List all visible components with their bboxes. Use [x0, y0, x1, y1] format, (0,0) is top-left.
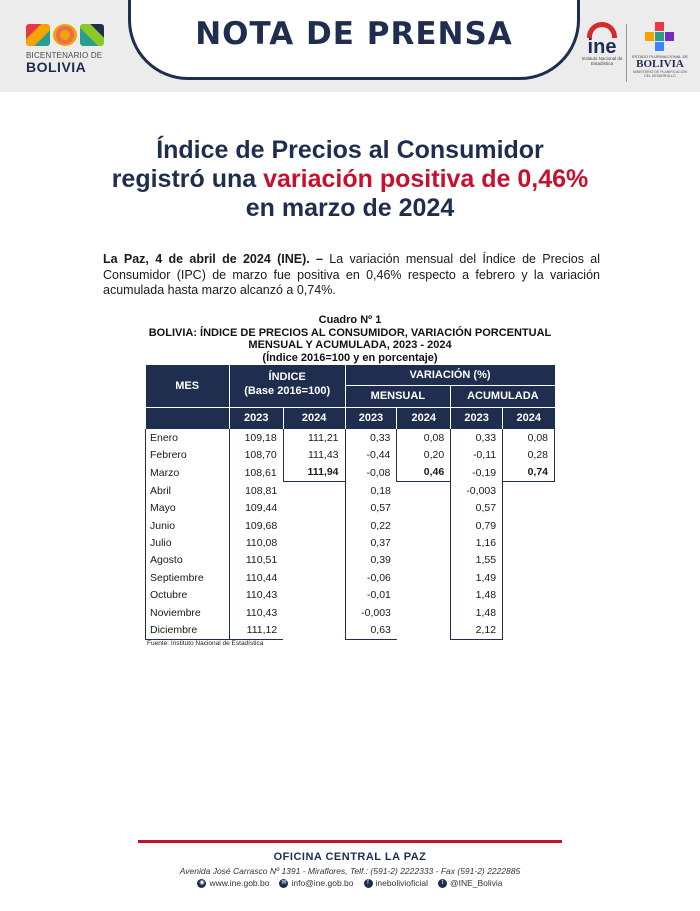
page-title: NOTA DE PRENSA [195, 16, 513, 52]
contact-web[interactable] [197, 878, 269, 888]
cell-indice-2024 [283, 517, 345, 534]
cell-indice-2024: 111,43 [283, 446, 345, 463]
cell-mensual-2023: -0,01 [345, 587, 397, 604]
cell-acumulada-2023: 0,33 [451, 429, 503, 446]
table-row [146, 534, 555, 551]
table-caption-subtitle: (Índice 2016=100 y en porcentaje) [262, 351, 438, 364]
cell-acumulada-2023: 1,48 [451, 604, 503, 621]
cell-mes: Abril [146, 482, 230, 500]
header-mes-spacer [146, 407, 230, 429]
bicentenario-logo [26, 24, 116, 84]
header-indice [229, 365, 345, 385]
ine-subtitle: Instituto Nacional de Estadística [581, 56, 623, 66]
headline-highlight: variación positiva de 0,46% [263, 165, 589, 193]
cell-mes: Noviembre [146, 604, 230, 621]
table-row [146, 569, 555, 586]
table-row [146, 552, 555, 569]
cell-mensual-2024 [397, 482, 451, 500]
cell-acumulada-2023: -0,11 [451, 446, 503, 463]
table-caption-number: Cuadro Nº 1 [318, 314, 382, 326]
contact-email-text[interactable]: info@ine.gob.bo [291, 878, 354, 888]
cell-mensual-2024: 0,08 [397, 429, 451, 446]
header-indice-2024: 2024 [283, 407, 345, 429]
cell-mensual-2023: 0,37 [345, 534, 397, 551]
bicentenario-emblems [26, 24, 116, 46]
cell-mes: Marzo [146, 464, 230, 482]
cell-acumulada-2023: -0,19 [451, 464, 503, 482]
lead-text: La variación mensual del Índice de Precios al Consumidor (IPC) de marzo fue positiva en 0,46% respecto a febrero y la variación acumulada hasta marzo alcanzó a 0,74%. [103, 252, 600, 297]
cell-acumulada-2023: -0,003 [451, 482, 503, 500]
cell-acumulada-2024 [503, 587, 555, 604]
page-title-pill [128, 0, 580, 80]
cell-mensual-2023: 0,63 [345, 621, 397, 639]
cell-indice-2023: 110,51 [229, 552, 283, 569]
cell-mensual-2024 [397, 587, 451, 604]
footer-divider [138, 840, 562, 843]
cell-mensual-2023: -0,08 [345, 464, 397, 482]
facebook-icon: f [364, 879, 373, 888]
cell-acumulada-2024 [503, 534, 555, 551]
globe-icon: ◉ [199, 879, 205, 886]
header-mensual-2023: 2023 [345, 407, 397, 429]
footer-contacts [0, 878, 700, 888]
cell-acumulada-2024: 0,28 [503, 446, 555, 463]
table-row [146, 464, 555, 482]
cell-mes: Septiembre [146, 569, 230, 586]
cell-acumulada-2023: 1,48 [451, 587, 503, 604]
header-indice-2023: 2023 [229, 407, 283, 429]
footer-address: Avenida José Carrasco Nº 1391 - Miraflores, Telf.: (591-2) 2222333 - Fax (591-2) 2222885 [179, 866, 521, 876]
cell-indice-2023: 108,70 [229, 446, 283, 463]
bicentenario-bolivia: BOLIVIA [26, 59, 87, 75]
headline-line1: Índice de Precios al Consumidor [156, 136, 544, 164]
cell-acumulada-2024 [503, 569, 555, 586]
wiphala-emblem-icon [645, 22, 675, 52]
cell-acumulada-2024 [503, 552, 555, 569]
bicentenario-emblem-3 [80, 24, 104, 46]
table-row [146, 482, 555, 500]
cell-mensual-2024 [397, 621, 451, 639]
cell-mes: Mayo [146, 500, 230, 517]
cell-indice-2023: 109,68 [229, 517, 283, 534]
cell-indice-2023: 110,44 [229, 569, 283, 586]
header-acumulada-2023: 2023 [451, 407, 503, 429]
cell-acumulada-2023: 0,57 [451, 500, 503, 517]
table-caption-title2: MENSUAL Y ACUMULADA, 2023 - 2024 [248, 339, 452, 351]
cell-mensual-2024: 0,20 [397, 446, 451, 463]
ine-wordmark: ine [587, 36, 617, 58]
cell-indice-2023: 109,18 [229, 429, 283, 446]
bicentenario-label: BICENTENARIO DE [26, 51, 103, 60]
table-row [146, 446, 555, 463]
headline [60, 136, 640, 223]
cell-acumulada-2024 [503, 604, 555, 621]
cell-mensual-2023: 0,57 [345, 500, 397, 517]
cell-acumulada-2024: 0,08 [503, 429, 555, 446]
cell-indice-2023: 110,43 [229, 587, 283, 604]
header-mes: MES [146, 365, 230, 407]
cell-indice-2024 [283, 552, 345, 569]
cell-indice-2024 [283, 534, 345, 551]
ine-logo [580, 22, 624, 84]
table-row [146, 500, 555, 517]
cell-acumulada-2024 [503, 621, 555, 639]
cell-mensual-2023: 0,18 [345, 482, 397, 500]
cell-mensual-2023: 0,22 [345, 517, 397, 534]
cell-mes: Junio [146, 517, 230, 534]
table-row [146, 587, 555, 604]
headline-line3: en marzo de 2024 [245, 194, 455, 222]
cell-mes: Julio [146, 534, 230, 551]
cell-indice-2023: 110,43 [229, 604, 283, 621]
cell-mensual-2023: -0,06 [345, 569, 397, 586]
header-indice-base: (Base 2016=100) [229, 385, 345, 407]
header-mensual: MENSUAL [345, 385, 451, 407]
header-mensual-2024: 2024 [397, 407, 451, 429]
epb-bolivia: BOLIVIA [636, 58, 684, 70]
headline-line2-a: registró una [111, 165, 264, 193]
epb-line1: ESTADO PLURINACIONAL DE [632, 54, 689, 59]
contact-email[interactable] [279, 878, 353, 888]
cell-mensual-2023: 0,39 [345, 552, 397, 569]
contact-twitter-text[interactable]: @INE_Bolivia [449, 878, 503, 888]
cell-mes: Febrero [146, 446, 230, 463]
cell-mensual-2023: -0,44 [345, 446, 397, 463]
table-row [146, 604, 555, 621]
cell-indice-2024 [283, 482, 345, 500]
cell-acumulada-2023: 2,12 [451, 621, 503, 639]
cell-acumulada-2024: 0,74 [503, 464, 555, 482]
cell-acumulada-2023: 1,16 [451, 534, 503, 551]
contact-web-text[interactable]: www.ine.gob.bo [209, 878, 270, 888]
footer-title: OFICINA CENTRAL LA PAZ [273, 851, 427, 863]
cell-acumulada-2024 [503, 482, 555, 500]
cell-mensual-2024 [397, 517, 451, 534]
cell-indice-2023: 110,08 [229, 534, 283, 551]
cell-mensual-2024 [397, 604, 451, 621]
cell-mes: Enero [146, 429, 230, 446]
header-acumulada: ACUMULADA [451, 385, 555, 407]
table-caption [60, 314, 640, 364]
cell-indice-2024 [283, 621, 345, 639]
cell-indice-2023: 109,44 [229, 500, 283, 517]
table-row [146, 517, 555, 534]
cell-mensual-2024 [397, 500, 451, 517]
cell-indice-2023: 111,12 [229, 621, 283, 639]
bicentenario-emblem-2 [53, 24, 77, 46]
cell-mensual-2024: 0,46 [397, 464, 451, 482]
contact-facebook-text[interactable]: inebolivioficial [375, 878, 428, 888]
cell-acumulada-2023: 1,55 [451, 552, 503, 569]
header-variacion: VARIACIÓN (%) [345, 365, 554, 385]
twitter-icon: t [438, 879, 447, 888]
cell-indice-2024 [283, 500, 345, 517]
table-caption-title1: BOLIVIA: ÍNDICE DE PRECIOS AL CONSUMIDOR, VARIACIÓN PORCENTUAL [148, 326, 552, 339]
ipc-table [145, 365, 555, 640]
cell-indice-2023: 108,81 [229, 482, 283, 500]
header-indice-label: ÍNDICE [268, 370, 306, 383]
bicentenario-emblem-1 [26, 24, 50, 46]
contact-twitter[interactable] [438, 878, 503, 888]
table-source: Fuente: Instituto Nacional de Estadística [147, 640, 264, 647]
cell-indice-2024 [283, 587, 345, 604]
cell-mensual-2024 [397, 569, 451, 586]
logo-divider [626, 24, 627, 82]
cell-mes: Agosto [146, 552, 230, 569]
cell-indice-2023: 108,61 [229, 464, 283, 482]
cell-mes: Octubre [146, 587, 230, 604]
table-body [146, 429, 555, 639]
estado-plurinacional-logo [632, 22, 688, 84]
header-acumulada-2024: 2024 [503, 407, 555, 429]
lead-paragraph [103, 252, 600, 299]
headline-line2 [60, 165, 640, 194]
cell-mensual-2024 [397, 534, 451, 551]
table-row [146, 621, 555, 639]
contact-facebook[interactable] [364, 878, 428, 888]
cell-indice-2024 [283, 604, 345, 621]
mail-icon: ✉ [281, 879, 287, 886]
cell-acumulada-2023: 0,79 [451, 517, 503, 534]
cell-mensual-2023: 0,33 [345, 429, 397, 446]
lead-dateline: La Paz, 4 de abril de 2024 (INE). – [103, 252, 323, 266]
cell-indice-2024 [283, 569, 345, 586]
cell-mensual-2024 [397, 552, 451, 569]
table-row [146, 429, 555, 446]
cell-mensual-2023: -0,003 [345, 604, 397, 621]
cell-acumulada-2024 [503, 517, 555, 534]
cell-indice-2024: 111,21 [283, 429, 345, 446]
cell-indice-2024: 111,94 [283, 464, 345, 482]
epb-ministerio: MINISTERIO DE PLANIFICACIÓN DEL DESARROLLO [632, 70, 688, 78]
cell-acumulada-2024 [503, 500, 555, 517]
cell-acumulada-2023: 1,49 [451, 569, 503, 586]
cell-mes: Diciembre [146, 621, 230, 639]
